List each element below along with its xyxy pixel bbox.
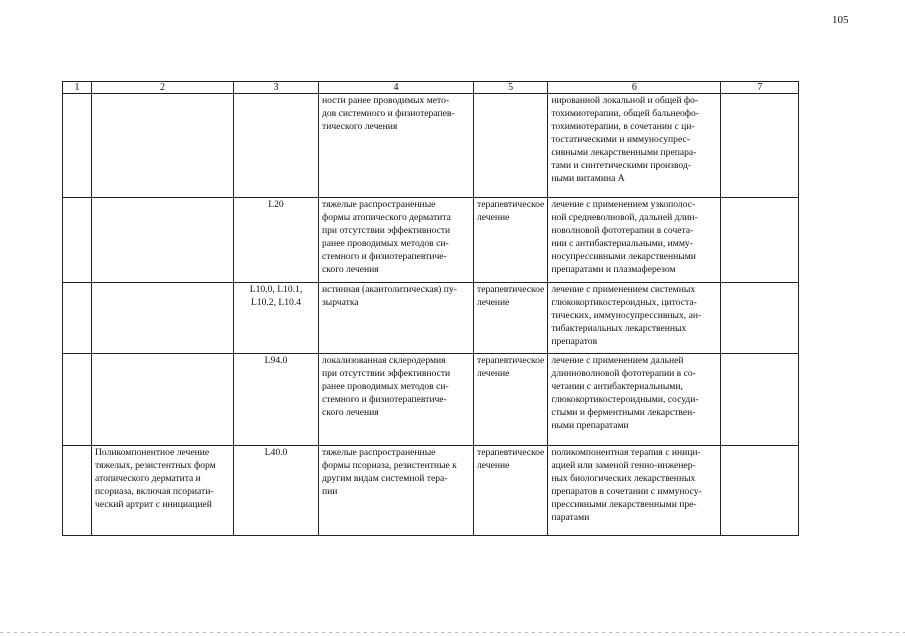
cell-text-line: тического лечения [322, 121, 398, 133]
column-number: 1 [63, 82, 92, 94]
cell-procedure [92, 446, 234, 536]
cell-text-line: паратами [551, 512, 590, 524]
cell-text-line: дов системного и физиотерапев- [322, 108, 455, 120]
cell-icd-code [234, 446, 319, 536]
cell-text-line: ной средневолновой, дальней длин- [551, 212, 698, 224]
cell-col1 [63, 94, 92, 198]
cell-text-line: сивными лекарственными препара- [551, 147, 697, 159]
cell-text-line: при отсутствии эффективности [322, 225, 451, 237]
column-number: 3 [234, 82, 319, 94]
cell-text-line: ности ранее проводимых мето- [322, 95, 450, 106]
cell-text-line: лечение с применением системных [551, 284, 696, 295]
cell-icd-code [234, 198, 319, 283]
treatment-table [62, 81, 799, 536]
table-row [63, 283, 799, 354]
cell-col7 [721, 94, 799, 198]
cell-text-line: пии [322, 486, 338, 498]
cell-treatment-method [548, 283, 721, 354]
cell-text-line: стемного и физиотерапевтиче- [322, 251, 447, 263]
cell-text-line: L10.2, L10.4 [250, 297, 302, 309]
cell-text-line: L40.0 [264, 447, 288, 458]
table-row [63, 198, 799, 283]
cell-text-line: L20 [268, 199, 284, 210]
cell-col7 [721, 446, 799, 536]
scan-edge-line [0, 632, 905, 633]
cell-diagnosis [319, 94, 474, 198]
table-row [63, 354, 799, 446]
cell-text-line: четании с антибактериальными, [551, 381, 683, 393]
column-number: 2 [92, 82, 234, 94]
cell-text-line: псориаза, включая псориати- [95, 486, 214, 498]
cell-text-line: терапевтическое [477, 199, 545, 210]
cell-procedure [92, 354, 234, 446]
cell-treatment-type [474, 446, 548, 536]
page-number: 105 [832, 14, 849, 26]
cell-text-line: ными витамина А [551, 173, 625, 185]
cell-text-line: лечение [477, 297, 510, 309]
cell-text-line: тами и синтетическими производ- [551, 160, 692, 172]
cell-text-line: ных биологических лекарственных [551, 473, 696, 485]
cell-col1 [63, 283, 92, 354]
cell-col1 [63, 354, 92, 446]
cell-text-line: нии с антибактериальными, имму- [551, 238, 693, 250]
cell-text-line: ранее проводимых методов си- [322, 238, 449, 250]
cell-text-line: тических, иммуносупрессивных, ан- [551, 310, 702, 322]
cell-diagnosis [319, 198, 474, 283]
cell-text-line: стемного и физиотерапевтиче- [322, 394, 447, 406]
cell-text-line: лечение [477, 212, 510, 224]
cell-text-line: другим видам системной тера- [322, 473, 448, 485]
cell-text-line: тохимиотерапии, общей бальнеофо- [551, 108, 699, 120]
cell-text-line: глюкокортикостероидных, цитоста- [551, 297, 697, 309]
cell-text-line: лечение с применением дальней [551, 355, 684, 366]
cell-text-line: тохимиотерапии, в сочетании с ци- [551, 121, 695, 133]
cell-text-line: L94.0 [264, 355, 288, 366]
cell-diagnosis [319, 446, 474, 536]
cell-text-line: Поликомпонентное лечение [95, 447, 210, 458]
cell-text-line: препаратами и плазмаферезом [551, 264, 676, 276]
cell-text-line: тибактериальных лекарственных [551, 323, 687, 335]
table-row [63, 94, 799, 198]
cell-text-line: L10.0, L10.1, [249, 284, 303, 295]
column-number: 4 [319, 82, 474, 94]
cell-text-line: зырчатка [322, 297, 359, 309]
table-row [63, 446, 799, 536]
cell-text-line: локализованная склеродермия [322, 355, 446, 366]
cell-treatment-method [548, 446, 721, 536]
cell-col7 [721, 198, 799, 283]
cell-text-line: тяжелых, резистентных форм [95, 460, 216, 472]
cell-text-line: препаратов [551, 336, 598, 348]
cell-icd-code [234, 354, 319, 446]
cell-text-line: ными препаратами [551, 420, 629, 432]
cell-col7 [721, 354, 799, 446]
cell-diagnosis [319, 354, 474, 446]
cell-text-line: лечение [477, 460, 510, 472]
cell-col1 [63, 446, 92, 536]
column-number-row [63, 82, 799, 94]
cell-text-line: лечение [477, 368, 510, 380]
cell-text-line: терапевтическое [477, 284, 545, 295]
cell-text-line: ацией или заменой генно-инженер- [551, 460, 696, 472]
cell-text-line: ранее проводимых методов си- [322, 381, 449, 393]
cell-icd-code [234, 94, 319, 198]
cell-text-line: носупрессивными лекарственными [551, 251, 696, 263]
cell-treatment-method [548, 198, 721, 283]
cell-text-line: истинная (акантолитическая) пу- [322, 284, 457, 295]
cell-treatment-type [474, 354, 548, 446]
cell-text-line: терапевтическое [477, 447, 545, 458]
cell-text-line: поликомпонентная терапия с иници- [551, 447, 701, 458]
cell-text-line: ческий артрит с инициацией [95, 499, 212, 511]
cell-col7 [721, 283, 799, 354]
cell-treatment-method [548, 94, 721, 198]
cell-text-line: тяжелые распространенные [322, 447, 436, 458]
cell-text-line: препаратов в сочетании с иммуносу- [551, 486, 702, 498]
cell-procedure [92, 94, 234, 198]
cell-treatment-method [548, 354, 721, 446]
cell-text-line: ского лечения [322, 264, 379, 276]
cell-icd-code [234, 283, 319, 354]
cell-text-line: глюкокортикостероидными, сосуди- [551, 394, 699, 406]
cell-text-line: при отсутствии эффективности [322, 368, 451, 380]
cell-treatment-type [474, 94, 548, 198]
cell-text-line: формы атопического дерматита [322, 212, 451, 224]
cell-procedure [92, 283, 234, 354]
cell-text-line: нированной локальной и общей фо- [551, 95, 699, 106]
column-number: 6 [548, 82, 721, 94]
cell-text-line: новолновой фототерапии в сочета- [551, 225, 694, 237]
cell-text-line: атопического дерматита и [95, 473, 201, 485]
cell-text-line: ского лечения [322, 407, 379, 419]
cell-diagnosis [319, 283, 474, 354]
cell-col1 [63, 198, 92, 283]
cell-text-line: длинноволновой фототерапии в со- [551, 368, 696, 380]
cell-text-line: прессивными лекарственными пре- [551, 499, 697, 511]
column-number: 7 [721, 82, 799, 94]
cell-text-line: тостатическими и иммуносупрес- [551, 134, 690, 146]
cell-text-line: терапевтическое [477, 355, 545, 366]
cell-text-line: тяжелые распространенные [322, 199, 436, 210]
cell-treatment-type [474, 198, 548, 283]
cell-text-line: лечение с применением узкополос- [551, 199, 696, 210]
cell-text-line: стыми и ферментными лекарствен- [551, 407, 696, 419]
cell-text-line: формы псориаза, резистентные к [322, 460, 457, 472]
cell-procedure [92, 198, 234, 283]
column-number: 5 [474, 82, 548, 94]
cell-treatment-type [474, 283, 548, 354]
